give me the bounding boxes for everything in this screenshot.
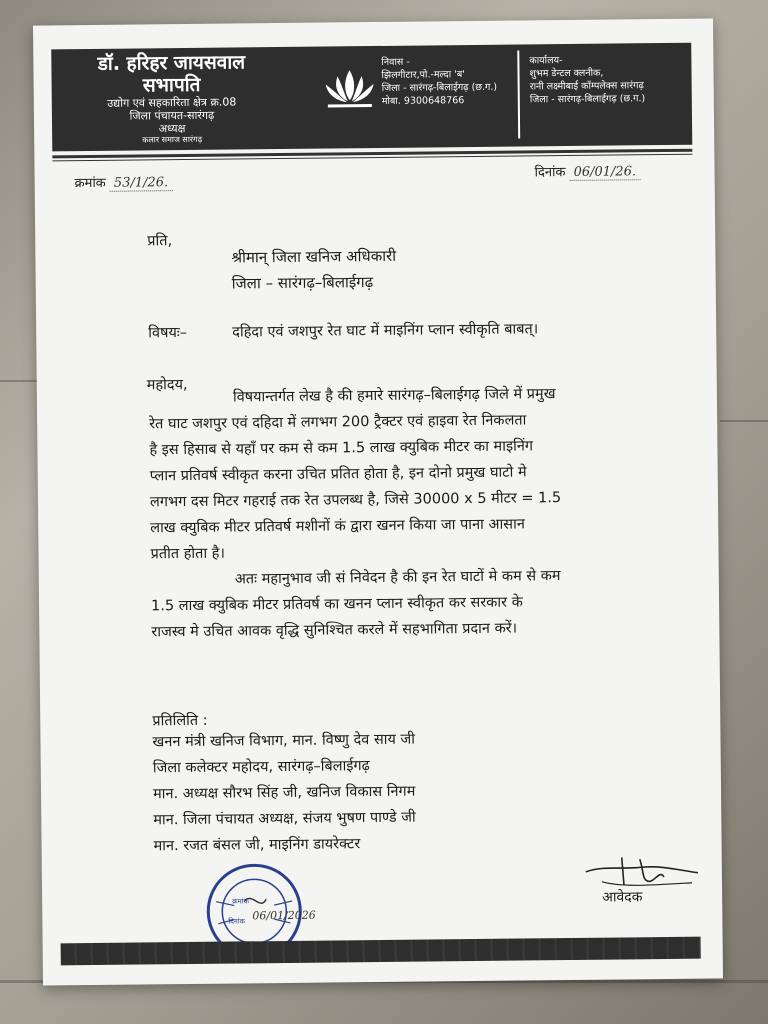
signature-label: आवेदक: [602, 889, 643, 906]
office-line1: शुभम डेन्टल क्लनीक,: [529, 67, 604, 80]
body-line: है इस हिसाब से यहाँ पर कम से कम 1.5 लाख क्युबिक मीटर का माइनिंग: [149, 438, 534, 459]
office-line3: जिला - सारंगढ़-बिलाईगढ़ (छ.ग.): [529, 93, 646, 106]
residence-address: [381, 54, 532, 108]
recipient-line1: श्रीमान् जिला खनिज अधिकारी: [231, 246, 397, 267]
body-line: रेत घाट जशपुर एवं दहिदा में लगभग 200 ट्रैक्टर एवं हाइवा रेत निकलता: [149, 412, 527, 433]
body-line: प्रतीत होता है।: [150, 545, 226, 563]
ref-number: [75, 172, 173, 191]
office-label: कार्यालय-: [529, 55, 563, 67]
lotus-logo-icon: [319, 66, 379, 113]
to-label: प्रति,: [147, 233, 173, 250]
letterhead-left: [61, 51, 282, 146]
sender-role: अध्यक्ष: [158, 121, 186, 136]
copy-recipient: खनन मंत्री खनिज विभाग, मान. विष्णु देव साय जी: [152, 731, 416, 751]
copy-recipient: मान. अध्यक्ष सौरभ सिंह जी, खनिज विकास निगम: [152, 783, 416, 803]
salutation: महोदय,: [146, 376, 188, 394]
date-label: दिनांक: [534, 165, 566, 181]
copy-label: प्रतिलिति :: [152, 712, 208, 730]
body-line: प्लान प्रतिवर्ष स्वीकृत करना उचित प्रतित होता है, इन दोनो प्रमुख घाटो मे: [149, 464, 527, 485]
letterhead-band: [51, 43, 692, 152]
copy-recipient: मान. जिला पंचायत अध्यक्ष, संजय भुषण पाण्डे जी: [153, 809, 416, 829]
residence-line1: झिलगीटार,पो.-मल्दा 'ब': [381, 69, 465, 81]
office-address: [529, 53, 690, 107]
office-line2: रानी लक्ष्मीबाई कॉम्पलेक्स सारंगढ़: [529, 80, 644, 93]
sender-org: जिला पंचायत-सारंगढ़: [129, 108, 215, 123]
sender-samaj: कलार समाज सारंगढ़: [142, 134, 203, 145]
subject-text: दहिदा एवं जशपुर रेत घाट में माइनिंग प्लान स्वीकृति बाबत्।: [232, 321, 539, 341]
body-line: अतः महानुभाव जी सं निवेदन है की इन रेत घाटों मे कम से कम: [234, 568, 561, 588]
body-line: लाख क्युबिक मीटर प्रतिवर्ष मशीनों कं द्वारा खनन किया जा पाना आसान: [150, 516, 525, 537]
date-value: 06/01/26.: [569, 164, 640, 181]
body-line: लगभग दस मिटर गहराई तक रेत उपलब्ध है, जिसे 30000 x 5 मीटर = 1.5: [149, 490, 562, 511]
subject-label: विषयः–: [148, 324, 188, 342]
letter-date: [534, 161, 640, 180]
sender-name: डॉ. हरिहर जायसवाल: [97, 51, 246, 75]
stamp-date: 06/01/2026: [252, 908, 316, 923]
residence-label: निवास -: [381, 56, 410, 68]
stamp-date-label: दिनांक: [228, 917, 246, 926]
body-line: राजस्व मे उचित आवक वृद्धि सुनिश्चित करले में सहभागिता प्रदान करें।: [151, 620, 518, 641]
recipient-line2: जिला – सारंगढ़–बिलाईगढ़: [231, 273, 374, 293]
residence-line2: जिला - सारंगढ़-बिलाईगढ़ (छ.ग.): [381, 81, 498, 94]
sender-title: सभापति: [142, 73, 201, 97]
sender-dept: उद्योग एवं सहकारिता क्षेत्र क्र.08: [107, 95, 237, 110]
phone-number: मोबा. 9300648766: [381, 95, 465, 107]
ref-label: क्रमांक: [74, 175, 106, 192]
copy-recipient: मान. रजत बंसल जी, माइनिंग डायरेक्टर: [153, 836, 361, 855]
body-line: विषयान्तर्गत लेख है की हमारे सारंगढ़–बिलाईगढ़ जिले में प्रमुख: [232, 386, 556, 406]
stamp-ref: क्रमांक: [232, 897, 249, 906]
letter-paper: [33, 18, 723, 985]
copy-recipient: जिला कलेक्टर महोदय, सारंगढ़–बिलाईगढ़: [152, 758, 370, 777]
footer-band: [61, 937, 701, 966]
ref-value: 53/1/26.: [110, 175, 172, 192]
body-line: 1.5 लाख क्युबिक मीटर प्रतिवर्ष का खनन प्लान स्वीकृत कर सरकार के: [150, 594, 523, 615]
